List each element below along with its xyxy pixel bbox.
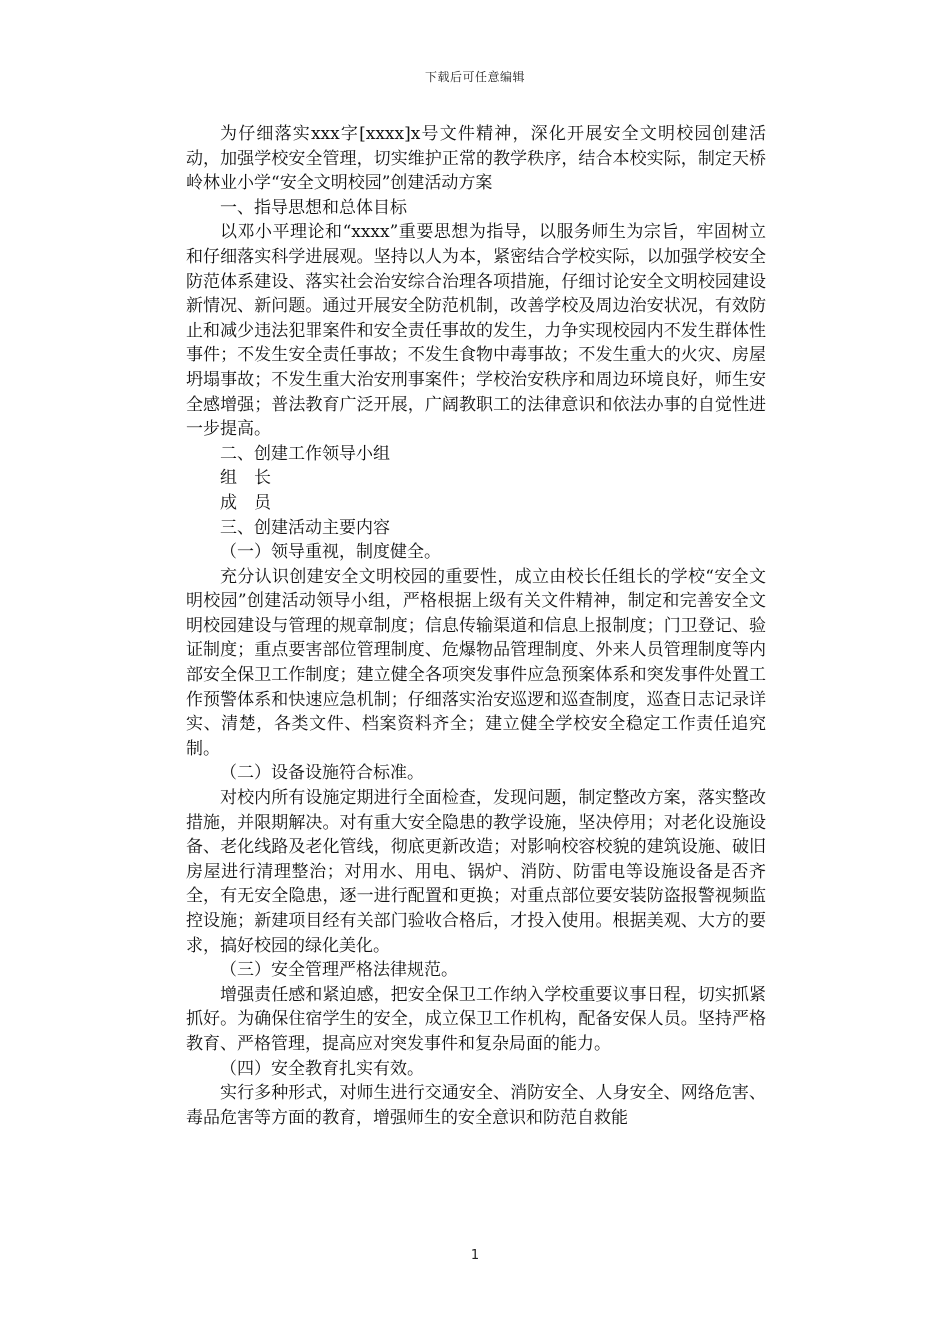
section-heading-1: 一、指导思想和总体目标 (220, 197, 407, 218)
subsection-body-4: 实行多种形式，对师生进行交通安全、消防安全、人身安全、网络危害、毒品危害等方面的教育，增强师生的安全意识和防范自救能 (186, 1083, 766, 1128)
subsection-body-2: 对校内所有设施定期进行全面检查，发现问题，制定整改方案，落实整改措施，并限期解决。对有重大安全隐患的教学设施，坚决停用；对老化设施设备、老化线路及老化管线，彻底更新改造；对影响校容校貌的建筑设施、破旧房屋进行清理整治；对用水、用电、锅炉、消防、防雷电等设施设备是否齐全，有无安全隐患，逐一进行配置和更换；对重点部位要安装防盗报警视频监控设施；新建项目经有关部门验收合格后，才投入使用。根据美观、大方的要求，搞好校园的绿化美化。 (186, 788, 766, 956)
group-leader-line: 组 长 (220, 468, 271, 489)
section-heading-2: 二、创建工作领导小组 (220, 443, 390, 464)
page-number: 1 (470, 1248, 480, 1263)
section-heading-3: 三、创建活动主要内容 (220, 517, 390, 538)
page-header: 下载后可任意编辑 (424, 70, 525, 84)
subsection-body-1: 充分认识创建安全文明校园的重要性，成立由校长任组长的学校“安全文明校园”创建活动领导小组，严格根据上级有关文件精神，制定和完善安全文明校园建设与管理的规章制度；信息传输渠道和信息上报制度；门卫登记、验证制度；重点要害部位管理制度、危爆物品管理制度、外来人员管理制度等内部安全保卫工作制度；建立健全各项突发事件应急预案体系和突发事件处置工作预警体系和快速应急机制；仔细落实治安巡逻和巡查制度，巡查日志记录详实、清楚，各类文件、档案资料齐全；建立健全学校安全稳定工作责任追究制。 (186, 566, 766, 759)
subsection-heading-2: （二）设备设施符合标准。 (220, 763, 424, 784)
subsection-heading-3: （三）安全管理严格法律规范。 (220, 960, 458, 981)
subsection-body-3: 增强责任感和紧迫感，把安全保卫工作纳入学校重要议事日程，切实抓紧抓好。为确保住宿学生的安全，成立保卫工作机构，配备安保人员。坚持严格教育、严格管理，提高应对突发事件和复杂局面的能力。 (186, 984, 766, 1054)
section-body-1: 以邓小平理论和“xxxx”重要思想为指导，以服务师生为宗旨，牢固树立和仔细落实科学进展观。坚持以人为本，紧密结合学校实际，以加强学校安全防范体系建设、落实社会治安综合治理各项措施，仔细讨论安全文明校园建设新情况、新问题。通过开展安全防范机制，改善学校及周边治安状况，有效防止和减少违法犯罪案件和安全责任事故的发生，力争实现校园内不发生群体性事件；不发生安全责任事故；不发生食物中毒事故；不发生重大的火灾、房屋坍塌事故；不发生重大治安刑事案件；学校治安秩序和周边环境良好，师生安全感增强；普法教育广泛开展，广阔教职工的法律意识和依法办事的自觉性进一步提高。 (186, 222, 766, 440)
document-body (186, 122, 766, 1130)
group-members-line: 成 员 (220, 492, 271, 513)
subsection-heading-4: （四）安全教育扎实有效。 (220, 1058, 424, 1079)
intro-paragraph: 为仔细落实xxx字[xxxx]x号文件精神，深化开展安全文明校园创建活动，加强学校安全管理，切实维护正常的教学秩序，结合本校实际，制定天桥岭林业小学“安全文明校园”创建活动方案 (186, 124, 766, 194)
subsection-heading-1: （一）领导重视，制度健全。 (220, 542, 441, 563)
